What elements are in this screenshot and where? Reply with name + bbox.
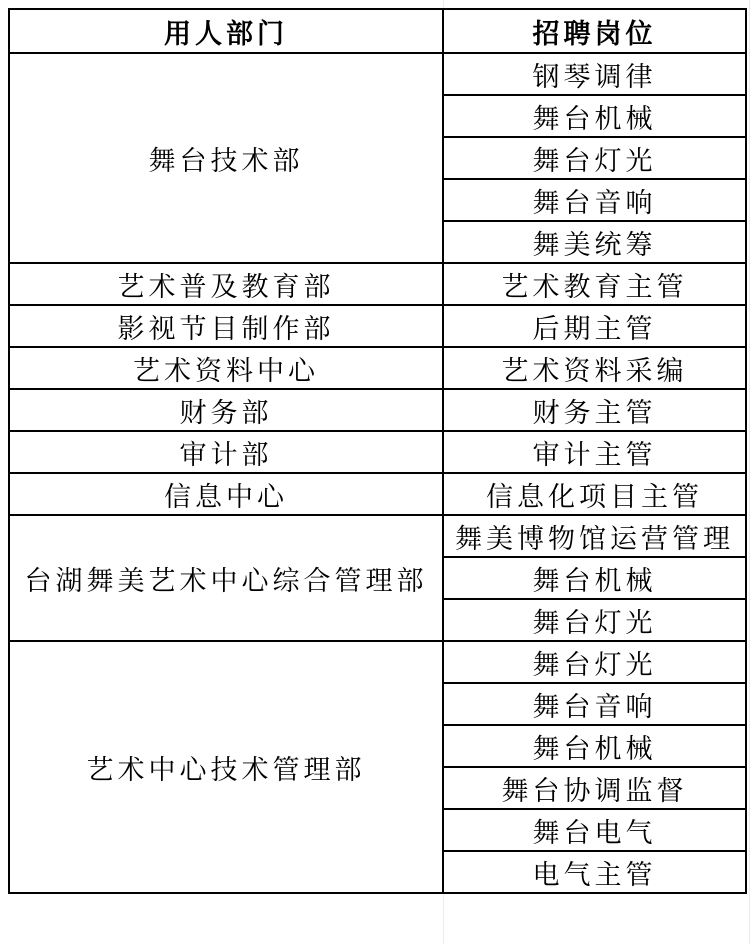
department-cell[interactable]: 艺术中心技术管理部 <box>9 641 443 893</box>
position-cell[interactable]: 舞台灯光 <box>443 137 746 179</box>
table-row <box>9 389 746 431</box>
position-cell[interactable]: 舞美统筹 <box>443 221 746 263</box>
position-cell[interactable]: 舞台音响 <box>443 683 746 725</box>
position-cell[interactable]: 舞美博物馆运营管理 <box>443 515 746 557</box>
position-cell[interactable]: 艺术教育主管 <box>443 263 746 305</box>
table-row <box>9 431 746 473</box>
header-position[interactable]: 招聘岗位 <box>443 9 746 53</box>
department-cell[interactable]: 艺术资料中心 <box>9 347 443 389</box>
position-cell[interactable]: 舞台机械 <box>443 557 746 599</box>
table-row <box>9 347 746 389</box>
table-row <box>9 305 746 347</box>
recruitment-table <box>8 8 747 894</box>
department-cell[interactable]: 台湖舞美艺术中心综合管理部 <box>9 515 443 641</box>
table-row <box>9 53 746 95</box>
department-cell[interactable]: 影视节目制作部 <box>9 305 443 347</box>
position-cell[interactable]: 舞台协调监督 <box>443 767 746 809</box>
department-cell[interactable]: 审计部 <box>9 431 443 473</box>
table-row <box>9 473 746 515</box>
position-cell[interactable]: 舞台机械 <box>443 725 746 767</box>
header-row <box>9 9 746 53</box>
department-cell[interactable]: 财务部 <box>9 389 443 431</box>
position-cell[interactable]: 后期主管 <box>443 305 746 347</box>
position-cell[interactable]: 舞台灯光 <box>443 641 746 683</box>
table-row <box>9 641 746 683</box>
position-cell[interactable]: 舞台音响 <box>443 179 746 221</box>
position-cell[interactable]: 舞台电气 <box>443 809 746 851</box>
position-cell[interactable]: 财务主管 <box>443 389 746 431</box>
table-row <box>9 263 746 305</box>
position-cell[interactable]: 舞台机械 <box>443 95 746 137</box>
department-cell[interactable]: 舞台技术部 <box>9 53 443 263</box>
position-cell[interactable]: 电气主管 <box>443 851 746 893</box>
position-cell[interactable]: 信息化项目主管 <box>443 473 746 515</box>
position-cell[interactable]: 钢琴调律 <box>443 53 746 95</box>
position-cell[interactable]: 舞台灯光 <box>443 599 746 641</box>
position-cell[interactable]: 审计主管 <box>443 431 746 473</box>
department-cell[interactable]: 艺术普及教育部 <box>9 263 443 305</box>
position-cell[interactable]: 艺术资料采编 <box>443 347 746 389</box>
department-cell[interactable]: 信息中心 <box>9 473 443 515</box>
table-row <box>9 515 746 557</box>
header-department[interactable]: 用人部门 <box>9 9 443 53</box>
